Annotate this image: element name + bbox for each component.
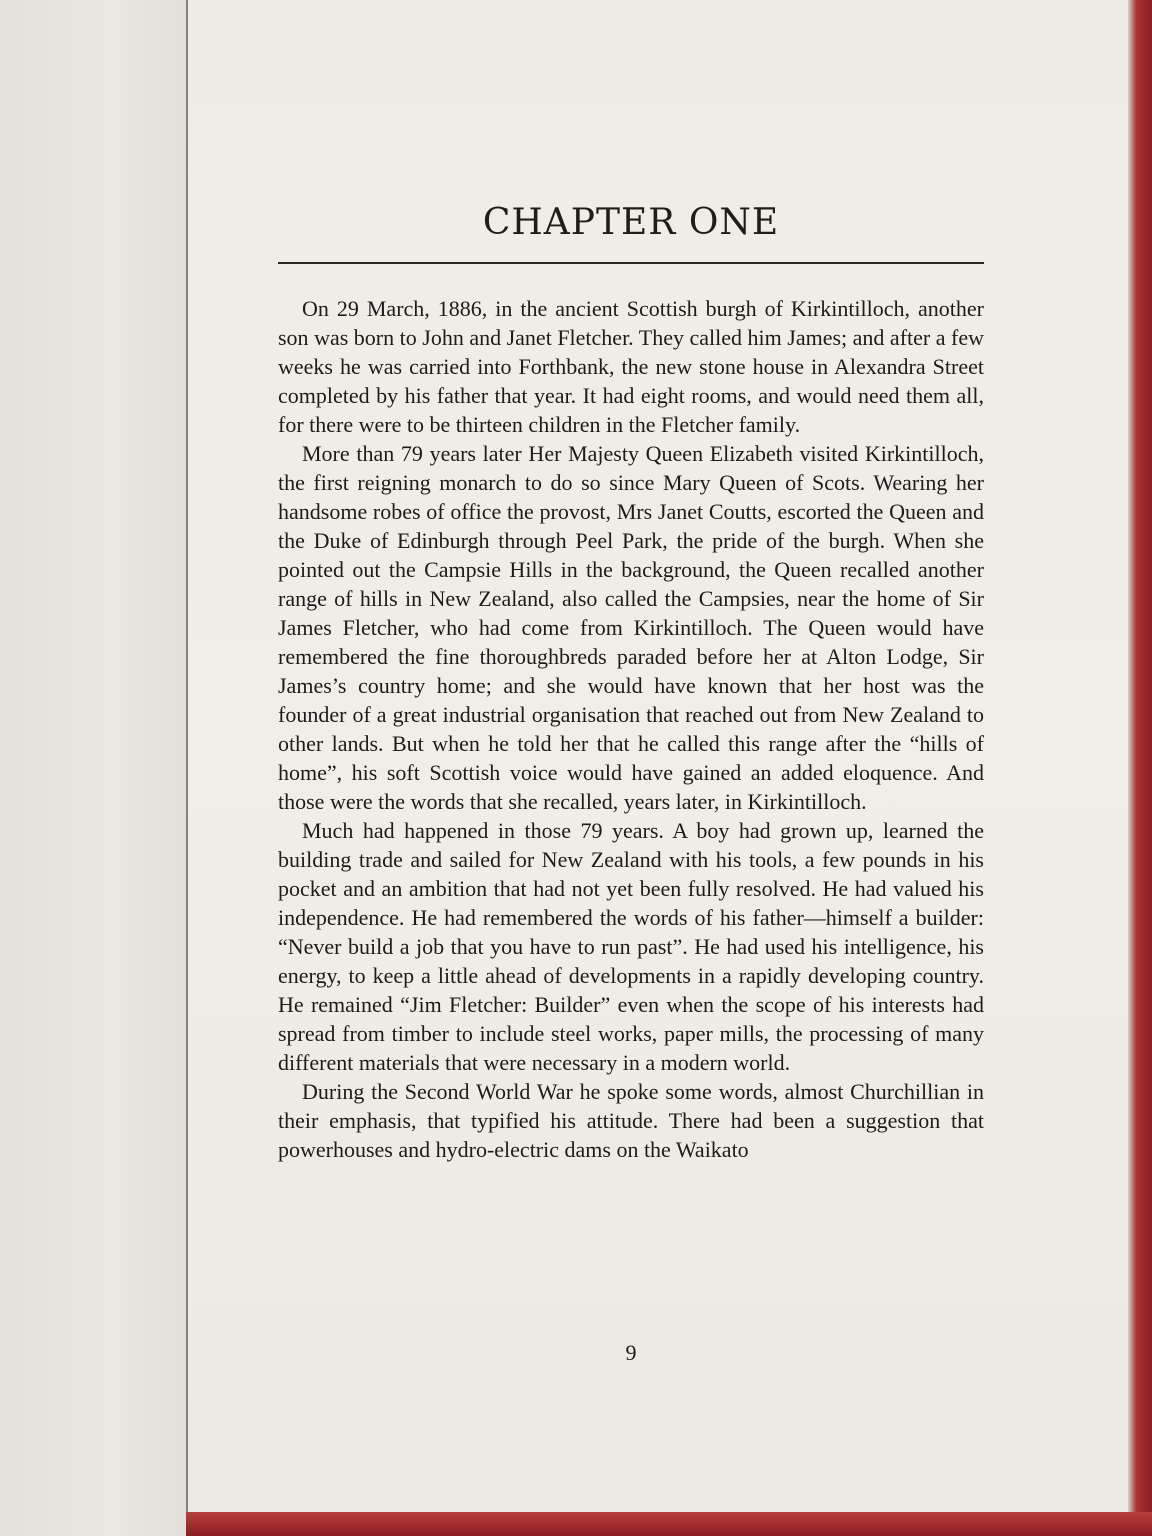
paragraph: More than 79 years later Her Majesty Queen Elizabeth visited Kirkintilloch, the first reigning monarch to do so since Mary Queen of Scots. Wearing her handsome robes of office the provost, Mrs Janet Coutts, escorted the Queen and the Duke of Edinburgh through Peel Park, the pride of the burgh. When she pointed out the Campsie Hills in the background, the Queen recalled another range of hills in New Zealand, also called the Campsies, near the home of Sir James Fletcher, who had come from Kirkintilloch. The Queen would have remembered the fine thoroughbreds paraded before her at Alton Lodge, Sir James’s country home; and she would have known that her host was the founder of a great industrial organisation that reached out from New Zealand to other lands. But when he told her that he called this range after the “hills of home”, his soft Scottish voice would have gained an added eloquence. And those were the words that she recalled, years later, in Kirkintilloch. (278, 441, 984, 814)
title-rule (278, 262, 984, 264)
page-number: 9 (625, 1340, 637, 1365)
paragraph: Much had happened in those 79 years. A boy had grown up, learned the building trade and sailed for New Zealand with his tools, a few pounds in his pocket and an ambition that had not yet been fully resolved. He had valued his independence. He had remembered the words of his father—himself a builder: “Never build a job that you have to run past”. He had used his intelligence, his energy, to keep a little ahead of developments in a rapidly developing country. He remained “Jim Fletcher: Builder” even when the scope of his interests had spread from timber to include steel works, paper mills, the processing of many different materials that were necessary in a modern world. (278, 818, 984, 1075)
paragraph: On 29 March, 1886, in the ancient Scottish burgh of Kirkintilloch, another son was born to John and Janet Fletcher. They called him James; and after a few weeks he was carried into Forthbank, the new stone house in Alexandra Street completed by his father that year. It had eight rooms, and would need them all, for there were to be thirteen children in the Fletcher family. (278, 296, 984, 437)
chapter-body (278, 294, 984, 1164)
red-cover-edge (1128, 0, 1152, 1536)
left-page (0, 0, 188, 1536)
chapter-title: CHAPTER ONE (482, 202, 780, 243)
red-cover-bottom (186, 1512, 1152, 1536)
paragraph: During the Second World War he spoke some words, almost Churchillian in their emphasis, that typified his attitude. There had been a suggestion that powerhouses and hydro-electric dams on the Waikato (278, 1079, 984, 1162)
